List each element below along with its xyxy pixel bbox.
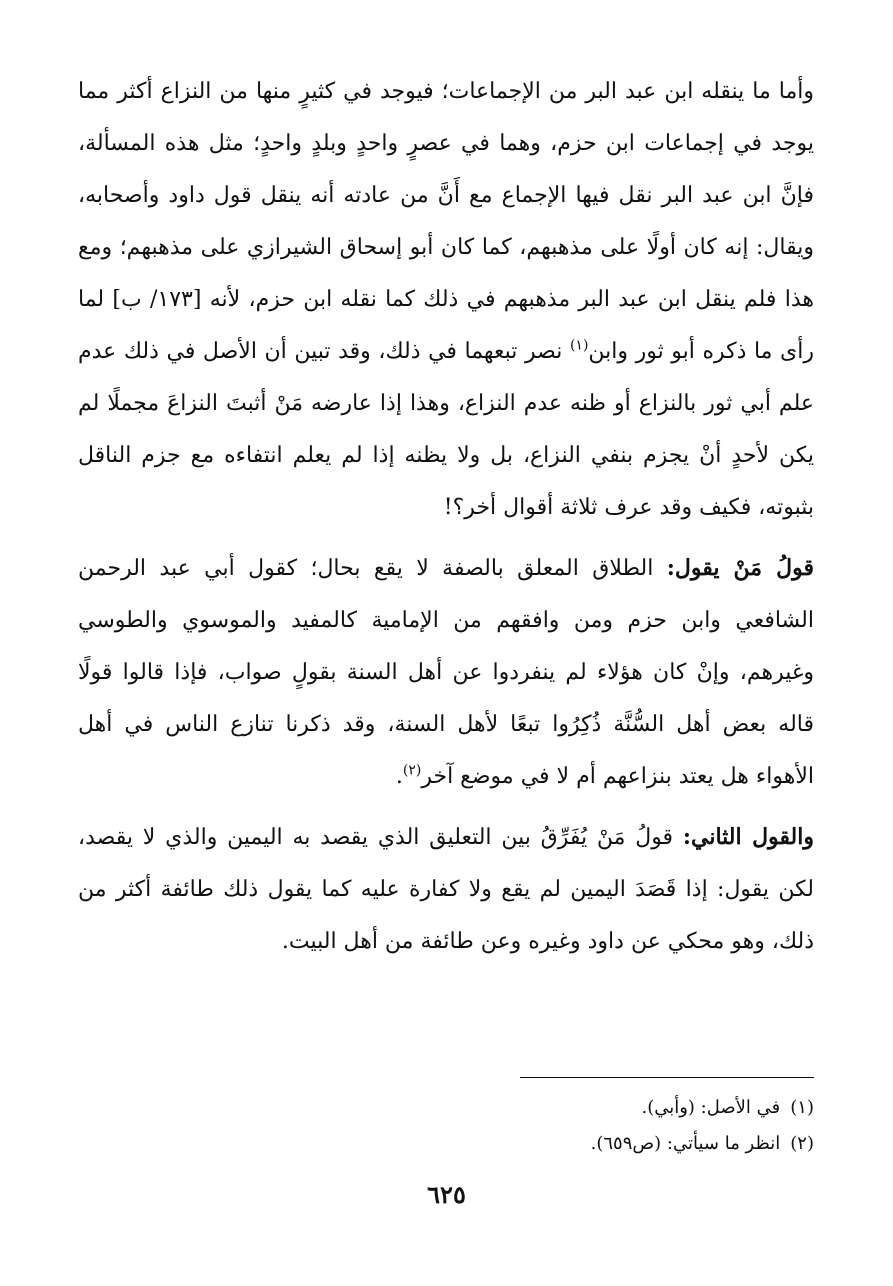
paragraph-2-text: الطلاق المعلق بالصفة لا يقع بحال؛ كقول أبي عبد الرحمن الشافعي وابن حزم ومن وافقهم من الإمامية كالمفيد والموسوي والطوسي وغيرهم، وإنْ كان هؤلاء لم ينفردوا عن أهل السنة بقولٍ صواب، فإذا قالوا قولًا قاله بعض أهل السُّنَّة ذُكِرُوا تبعًا لأهل السنة، وقد ذكرنا تنازع الناس في أهل الأهواء هل يعتد بنزاعهم أم لا في موضع آخر — [78, 556, 814, 789]
paragraph-3 — [78, 811, 814, 968]
page-number: ٦٢٥ — [427, 1180, 466, 1209]
footnote-ref-2: (٢) — [402, 762, 422, 779]
footnotes — [214, 1090, 814, 1162]
footnote-1-text: في الأصل: (وأبي). — [641, 1097, 781, 1118]
footnote-ref-1: (١) — [569, 337, 589, 354]
footnote-1 — [214, 1090, 814, 1126]
paragraph-2 — [78, 542, 814, 803]
paragraph-3-lead: والقول الثاني: — [682, 824, 814, 850]
footnote-2-number: (٢) — [790, 1133, 814, 1154]
footnote-1-number: (١) — [790, 1097, 814, 1118]
footnote-2-text: انظر ما سيأتي: (ص٦٥٩). — [590, 1133, 781, 1154]
footnote-2 — [214, 1126, 814, 1162]
paragraph-2-end: . — [395, 764, 403, 789]
paragraph-2-lead: قولُ مَنْ يقول: — [666, 555, 814, 581]
paragraph-1 — [78, 66, 814, 534]
paragraph-1-continuation: نصر تبعهما في ذلك، وقد تبين أن الأصل في ذلك عدم علم أبي ثور بالنزاع أو ظنه عدم النزاع، وهذا إذا عارضه مَنْ أثبتَ النزاعَ مجملًا لم يكن لأحدٍ أنْ يجزم بنفي النزاع، بل ولا يظنه إذا لم يعلم انتفاءه مع جزم الناقل بثبوته، فكيف وقد عرف ثلاثة أقوال أخر؟! — [78, 339, 814, 520]
paragraph-1-text: وأما ما ينقله ابن عبد البر من الإجماعات؛ فيوجد في كثيرٍ منها من النزاع أكثر مما يوجد في إجماعات ابن حزم، وهما في عصرٍ واحدٍ وبلدٍ واحدٍ؛ مثل هذه المسألة، فإنَّ ابن عبد البر نقل فيها الإجماع مع أَنَّ من عادته أنه ينقل قول داود وأصحابه، ويقال: إنه كان أولًا على مذهبهم، كما كان أبو إسحاق الشيرازي على مذهبهم؛ ومع هذا فلم ينقل ابن عبد البر مذهبهم في ذلك كما نقله ابن حزم، لأنه [١٧٣/ ب] لما رأى ما ذكره أبو ثور وابن — [78, 79, 814, 364]
paragraph-3-text: قولُ مَنْ يُفَرِّقُ بين التعليق الذي يقصد به اليمين والذي لا يقصد، لكن يقول: إذا قَصَدَ اليمين لم يقع ولا كفارة عليه كما يقول ذلك طائفة أكثر من ذلك، وهو محكي عن داود وغيره وعن طائفة من أهل البيت. — [78, 825, 814, 954]
main-text — [78, 66, 814, 968]
footnote-divider — [520, 1077, 814, 1078]
